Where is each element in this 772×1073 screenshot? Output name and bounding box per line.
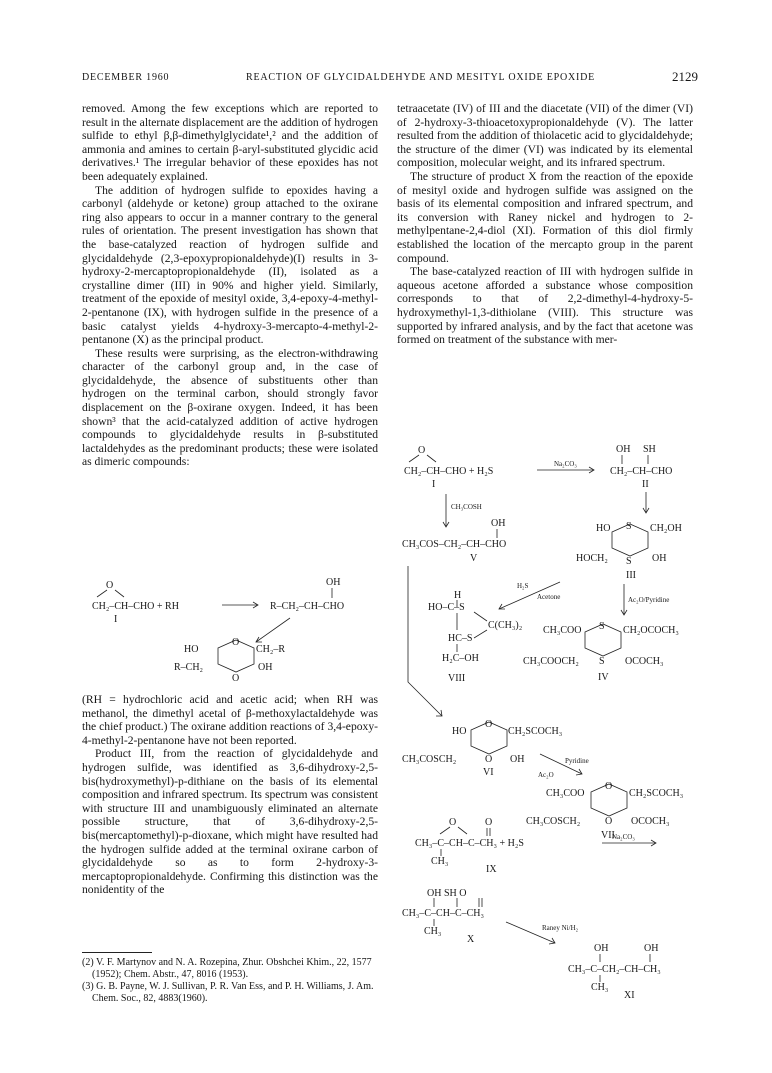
compound-X-substituents: OH SH O <box>427 888 467 899</box>
ring-substituent: HOCH₂ <box>576 553 608 564</box>
epoxide-oxygen: O <box>418 445 426 456</box>
epoxide-oxygen: O <box>106 580 114 591</box>
epoxide-bond <box>115 590 124 597</box>
paragraph: These results were surprising, as the electron-withdrawing character of the carbonyl group and, in the case of glycidaldehyde, the absence of substituents other than hydrogen on the terminal carbon, should strongly favor displacement on the β-oxirane oxygen. Indeed, it has been shown³ that the acid-catalyzed addition of active hydrogen compounds to glycidaldehyde results in β-substituted lactaldehydes as the predominant products; these were isolated as dimeric compounds: <box>82 346 378 469</box>
ring-substituent: CH₃COO <box>546 788 585 799</box>
running-header-date: DECEMBER 1960 <box>82 72 170 83</box>
reagent-label: H₂S <box>517 582 529 590</box>
ring-oxygen: O <box>485 754 493 765</box>
compound-label-VII: VII <box>601 830 615 841</box>
compound-label-I: I <box>432 479 436 490</box>
compound-II-formula: CH₂–CH–CHO <box>610 466 673 477</box>
reaction-arrow <box>408 566 442 716</box>
ring-substituent: CH₃COOCH₂ <box>523 656 579 667</box>
dimer-substituent: HO <box>184 644 199 655</box>
epoxide-bond <box>458 827 467 834</box>
compound-label-II: II <box>642 479 649 490</box>
reagent-label: Na₂CO₃ <box>612 833 635 841</box>
glycidaldehyde-formula: CH₂–CH–CHO + RH <box>92 601 179 612</box>
footnote-3: (3) G. B. Payne, W. J. Sullivan, P. R. Van Ess, and P. H. Williams, J. Am. Chem. Soc., 82, 4883(1960). <box>82 981 374 1004</box>
ring-substituent: CH₂OCOCH₃ <box>623 625 679 636</box>
ring-substituent: OCOCH₃ <box>631 816 670 827</box>
compound-label-VIII: VIII <box>448 673 466 684</box>
ring-oxygen: O <box>232 673 240 684</box>
compound-label-X: X <box>467 934 475 945</box>
ring-oxygen: O <box>232 637 240 648</box>
ring-oxygen: O <box>605 816 613 827</box>
methyl-group: CH₃ <box>591 982 609 993</box>
paragraph: Product III, from the reaction of glycidaldehyde and hydrogen sulfide, was identified as 3,6-dihydroxy-2,5-bis(hydroxymethyl)-p-dithiane on the basis of its elemental composition and infrared spectrum. Its spectrum was consistent with structure III and unambiguously eliminated an alternate possible structure, that of 3,6-dihydroxy-2,5-bis(mercaptomethyl)-p-dioxane, which might have resulted had the hydrogen sulfide added at the terminal oxirane carbon of glycidaldehyde so as to form 2-hydroxy-3-mercaptopropionaldehyde. Confirming this distinction was the nonidentity of the <box>82 747 378 897</box>
scheme-mesityl-oxide-epoxide <box>402 817 661 1001</box>
ring-substituent: CH₃COO <box>543 625 582 636</box>
compound-label-IX: IX <box>486 864 497 875</box>
page-number: 2129 <box>672 69 698 84</box>
methyl-group: CH₃ <box>424 926 442 937</box>
bond <box>474 612 487 621</box>
ring-oxygen: O <box>485 719 493 730</box>
ring-substituent: CH₃COSCH₂ <box>402 754 457 765</box>
hydroxyl-group: OH <box>644 943 659 954</box>
glycidaldehyde-formula: CH₂–CH–CHO + H₂S <box>404 466 494 477</box>
dithiolane-row: HO–C–S <box>428 602 465 613</box>
epoxide-oxygen: O <box>449 817 457 828</box>
epoxide-bond <box>409 455 419 462</box>
reagent-label: Na₂CO₃ <box>554 460 577 468</box>
compound-label-IV: IV <box>598 672 609 683</box>
paragraph: (RH = hydrochloric acid and acetic acid; when RH was methanol, the dimethyl acetal of β-methoxylactaldehyde was the chief product.) The oxirane addition reactions of 3,4-epoxy-4-methyl-2-pentanone have not been reported. <box>82 693 378 747</box>
ring-substituent: OCOCH₃ <box>625 656 664 667</box>
reagent-label: Acetone <box>537 593 561 601</box>
ring-sulfur: S <box>599 656 605 667</box>
lactaldehyde-formula: R–CH₂–CH–CHO <box>270 601 345 612</box>
ring-substituent: CH₂SCOCH₃ <box>508 726 563 737</box>
ring-oxygen: O <box>605 781 613 792</box>
reagent-label: Raney Ni/H₂ <box>542 924 579 932</box>
ring-substituent: OH <box>652 553 667 564</box>
ring-substituent: CH₂SCOCH₃ <box>629 788 684 799</box>
dithiolane-row: H₂C–OH <box>442 653 479 664</box>
epoxide-bond <box>440 827 450 834</box>
paragraph: The base-catalyzed reaction of III with hydrogen sulfide in aqueous acetone afforded a substance whose composition corresponds to that of 2,2-dimethyl-4-hydroxy-5-hydroxymethyl-1,3-dithiolane (VIII). This structure was supported by infrared analysis, and by the fact that acetone was formed on treatment of the substance with mer- <box>397 265 693 347</box>
scheme-acid-addition <box>92 577 344 684</box>
dimerization-arrow <box>256 618 290 642</box>
paragraph: The structure of product X from the reaction of the epoxide of mesityl oxide and hydrogen sulfide was assigned on the basis of its elemental composition and infrared spectrum, and its conversion with Raney nickel and hydrogen to 2-methylpentane-2,4-diol (XI). Formation of this diol firmly established the location of the mercapto group in the parent compound. <box>397 169 693 265</box>
hydroxyl-group: OH <box>491 518 506 529</box>
ring-substituent: HO <box>596 523 611 534</box>
reagent-label: Ac₂O/Pyridine <box>628 596 670 604</box>
paragraph: The addition of hydrogen sulfide to epoxides having a carbonyl (aldehyde or ketone) group attached to the oxirane ring also appears to occur in a manner contrary to the general rules of orientation. The present investigation has shown that the base-catalyzed reaction of hydrogen sulfide and glycidaldehyde (2,3-epoxypropionaldehyde)(I) results in 3-hydroxy-2-mercaptopropionaldehyde (II), isolated as a crystalline dimer (III) in 90% and higher yield. Similarly, treatment of the epoxide of mesityl oxide, 3,4-epoxy-4-methyl-2-pentanone (IX), with hydrogen sulfide in the presence of a basic catalyst yields 4-hydroxy-3-mercapto-4-methyl-2-pentanone (X) as the principal product. <box>82 183 378 347</box>
ring-sulfur: S <box>626 556 632 567</box>
keto-oxygen: O <box>485 817 493 828</box>
dimer-substituent: OH <box>258 662 273 673</box>
reagent-label: Ac₂O <box>538 771 554 779</box>
compound-label-I: I <box>114 614 118 625</box>
product-hydroxyl: OH <box>326 577 341 588</box>
paragraph: tetraacetate (IV) of III and the diacetate (VII) of the dimer (VI) of 2-hydroxy-3-thioacetoxypropionaldehyde (V). The latter resulted from the addition of thiolacetic acid to glycidaldehyde; the structure of the dimer (VI) was indicated by its elemental composition, molecular weight, and its infrared spectrum. <box>397 102 693 170</box>
compound-label-XI: XI <box>624 990 635 1001</box>
ring-substituent: HO <box>452 726 467 737</box>
reagent-label: Pyridine <box>565 757 589 765</box>
dithiolane-row: C(CH₃)₂ <box>488 620 523 631</box>
reagent-label: CH₃COSH <box>451 503 482 511</box>
running-header-title: REACTION OF GLYCIDALDEHYDE AND MESITYL OXIDE EPOXIDE <box>246 72 596 83</box>
methyl-group: CH₃ <box>431 856 449 867</box>
ring-sulfur: S <box>599 621 605 632</box>
compound-XI-formula: CH₃–C–CH₂–CH–CH₃ <box>568 964 661 975</box>
ring-substituent: CH₂OH <box>650 523 682 534</box>
ring-substituent: OH <box>510 754 525 765</box>
epoxide-bond <box>427 455 436 462</box>
paragraph: removed. Among the few exceptions which are reported to result in the alternate displacement are the addition of hydrogen sulfide to ethyl β,β-dimethylglycidate¹,² and the addition of ammonia and amines to certain β-aryl-substituted glycidic acid derivatives.¹ The irregular behavior of these epoxides has not been adequately explained. <box>82 102 378 183</box>
thiol-group: SH <box>643 444 656 455</box>
hydroxyl-group: OH <box>594 943 609 954</box>
compound-label-III: III <box>626 570 636 581</box>
bond <box>474 630 487 638</box>
dithiolane-row: HC–S <box>448 633 473 644</box>
compound-V-formula: CH₃COS–CH₂–CH–CHO <box>402 539 507 550</box>
ring-sulfur: S <box>626 521 632 532</box>
hydrogen-atom: H <box>454 590 462 601</box>
footnote-2: (2) V. F. Martynov and N. A. Rozepina, Zhur. Obshchei Khim., 22, 1577 (1952); Chem. Abstr., 47, 8016 (1953). <box>82 957 372 980</box>
compound-IX-formula: CH₃–C–CH–C–CH₃ + H₂S <box>415 838 524 849</box>
scheme-glycidaldehyde-h2s <box>402 444 683 841</box>
dimer-substituent: CH₂–R <box>256 644 286 655</box>
ring-substituent: CH₃COSCH₂ <box>526 816 581 827</box>
dimer-substituent: R–CH₂ <box>174 662 204 673</box>
epoxide-bond <box>97 590 107 597</box>
compound-label-VI: VI <box>483 767 494 778</box>
hydroxyl-group: OH <box>616 444 631 455</box>
compound-X-formula: CH₃–C–CH–C–CH₃ <box>402 908 484 919</box>
compound-label-V: V <box>470 553 478 564</box>
